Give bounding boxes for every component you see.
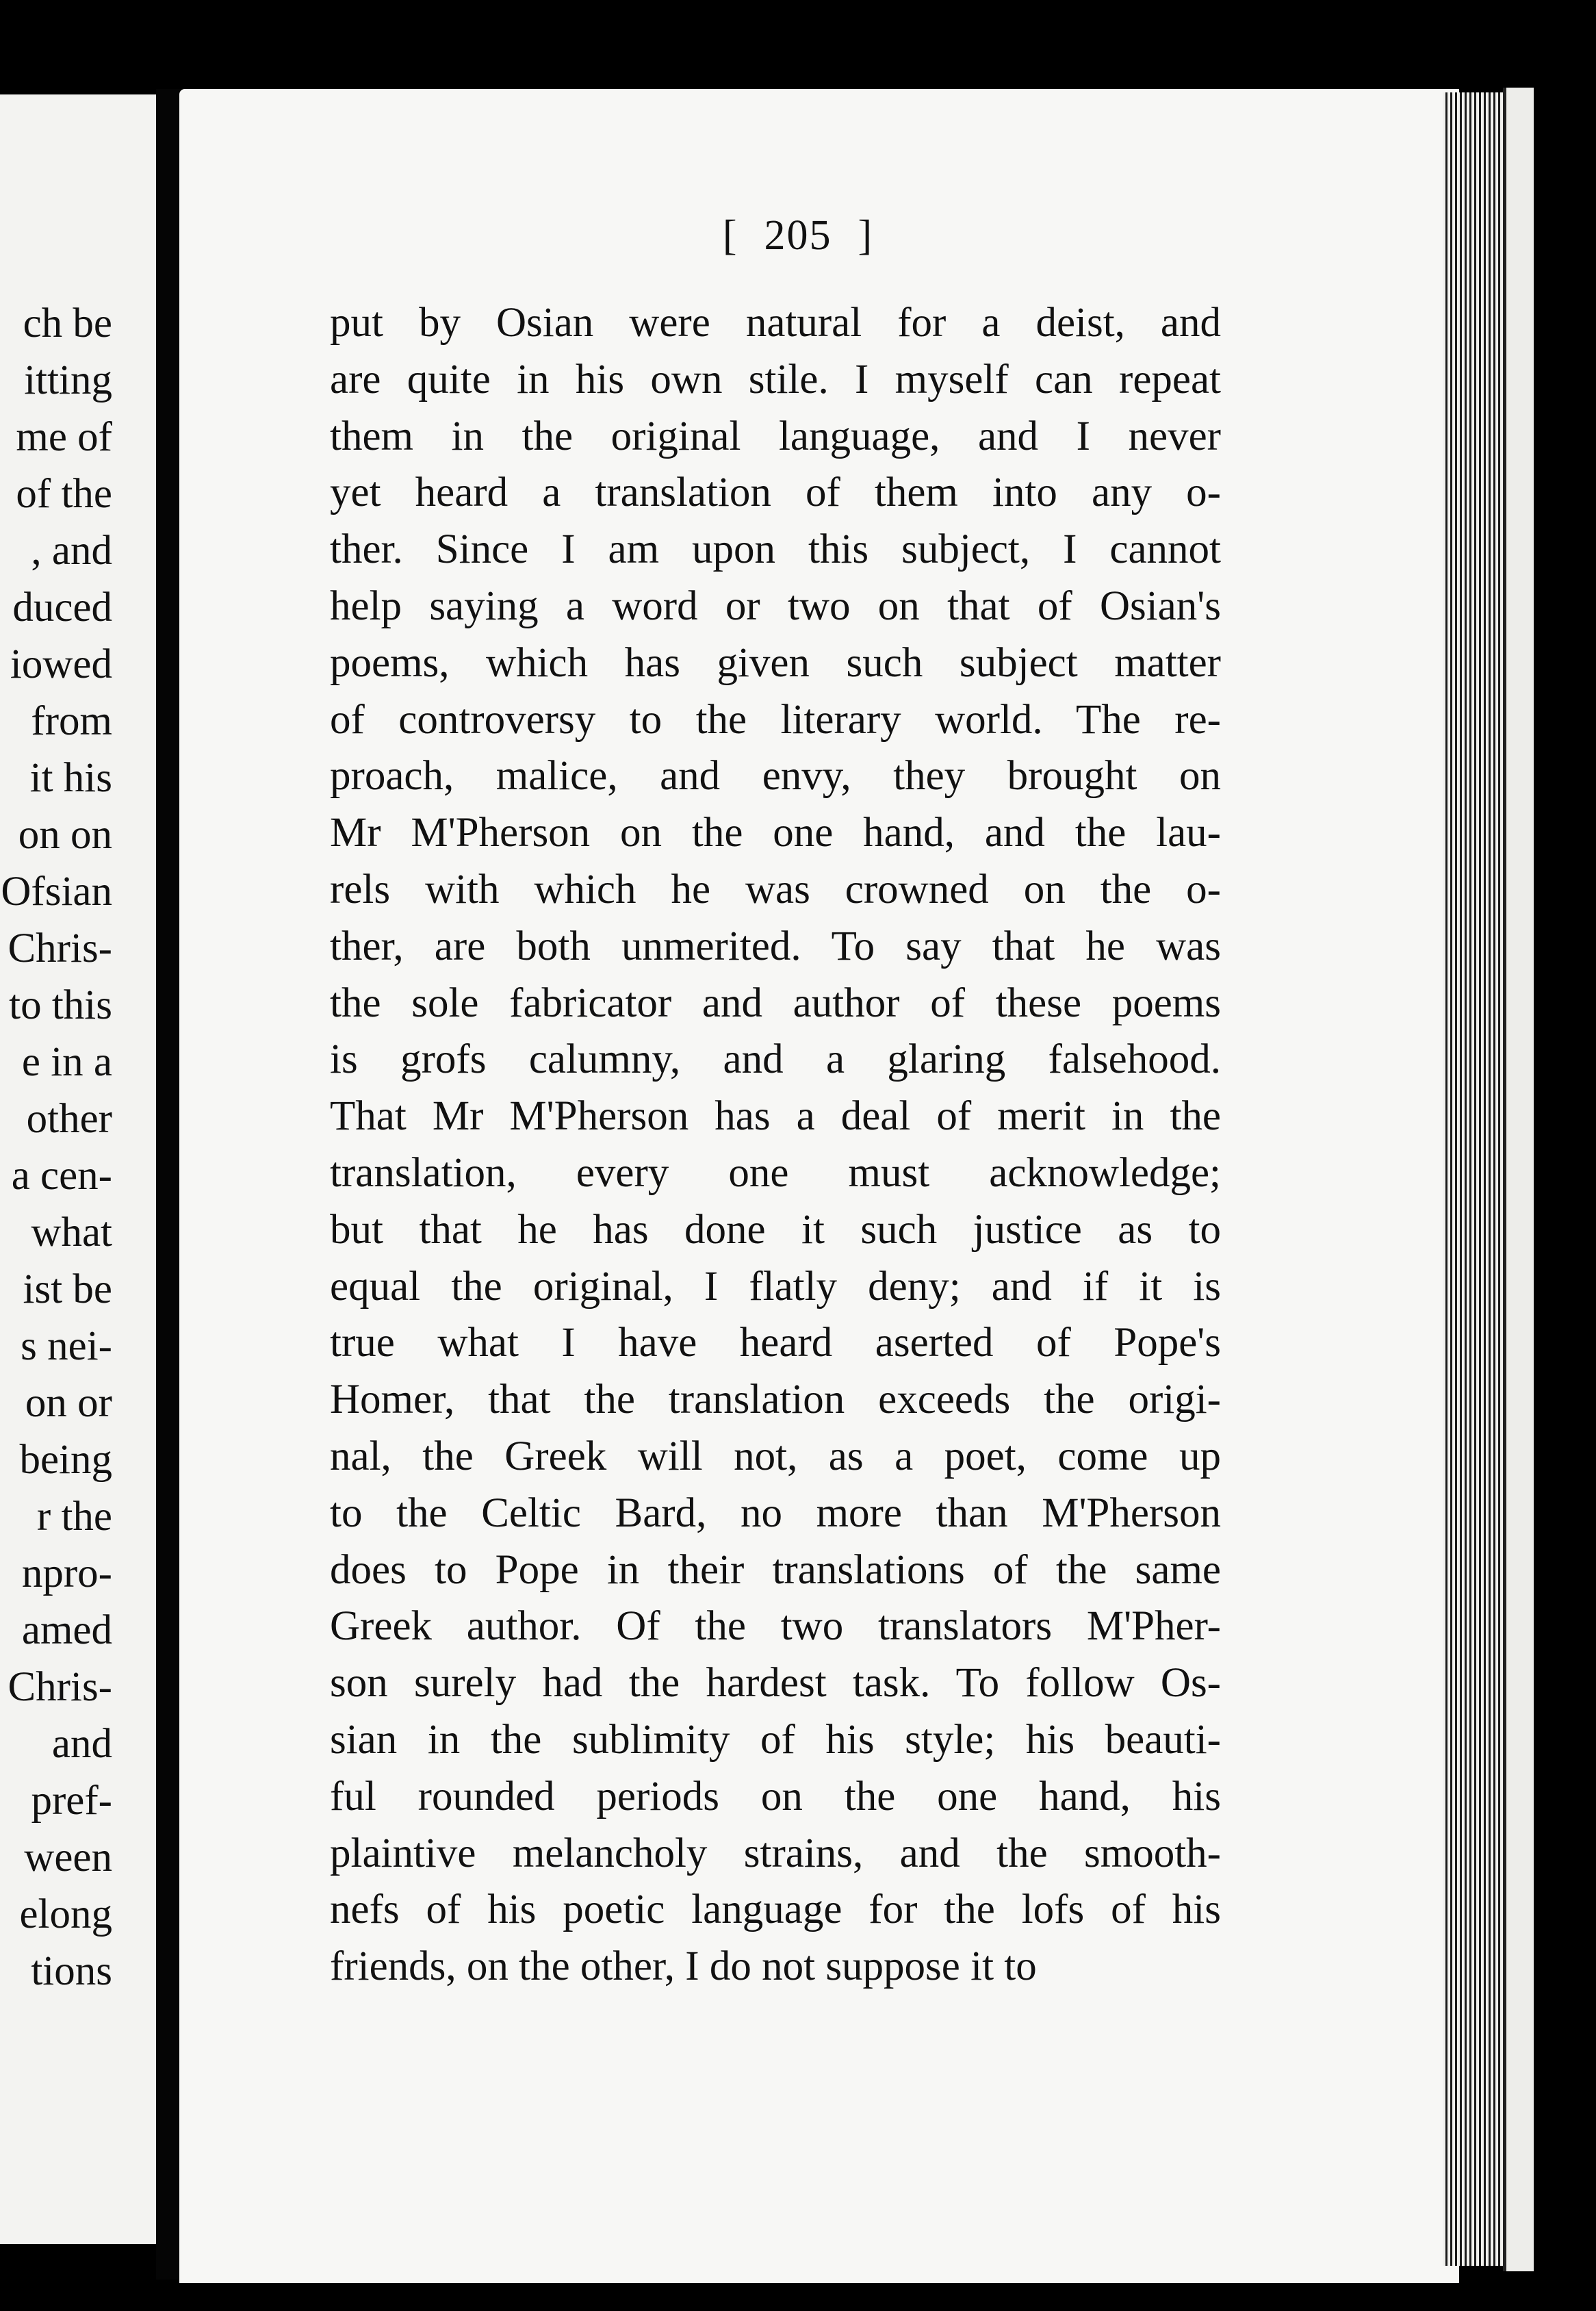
body-line: sian in the sublimity of his style; his beauti-	[330, 1716, 1221, 1763]
left-page-line: ch be	[23, 301, 112, 346]
body-line: ther, are both unmerited. To say that he was	[330, 923, 1221, 969]
body-line: Mr M'Pherson on the one hand, and the lau-	[330, 810, 1221, 856]
page-number: 205	[764, 212, 832, 259]
body-line: friends, on the other, I do not suppose it to	[330, 1943, 1037, 1990]
body-line: ful rounded periods on the one hand, his	[330, 1773, 1221, 1820]
left-page-line: e in a	[21, 1039, 112, 1085]
left-page-line: Chris-	[8, 1664, 112, 1710]
left-page-line: r the	[36, 1494, 112, 1540]
left-page-line: being	[19, 1437, 112, 1483]
body-line: son surely had the hardest task. To follow Os-	[330, 1660, 1221, 1707]
body-line: proach, malice, and envy, they brought on	[330, 753, 1221, 800]
left-page-line: pref-	[31, 1778, 112, 1824]
left-page-line: , and	[31, 528, 112, 574]
body-line: That Mr M'Pherson has a deal of merit in the	[330, 1093, 1221, 1140]
left-page-line: from	[31, 698, 112, 744]
left-page-line: iowed	[10, 641, 112, 687]
body-line: equal the original, I flatly deny; and if it is	[330, 1263, 1221, 1310]
body-line: but that he has done it such justice as to	[330, 1206, 1221, 1253]
body-line: help saying a word or two on that of Osian's	[330, 583, 1221, 629]
body-line: plaintive melancholy strains, and the smooth-	[330, 1830, 1221, 1876]
body-line: of controversy to the literary world. The re-	[330, 696, 1221, 743]
left-page-line: tions	[31, 1948, 112, 1994]
body-line: Greek author. Of the two translators M'Pher-	[330, 1603, 1221, 1650]
running-head-close-bracket: ]	[858, 212, 874, 259]
left-page-line: s nei-	[21, 1323, 112, 1369]
body-line: to the Celtic Bard, no more than M'Pherson	[330, 1490, 1221, 1536]
left-page-line: and	[51, 1721, 112, 1767]
left-page-line: elong	[19, 1891, 112, 1937]
body-line: true what I have heard aserted of Pope's	[330, 1320, 1221, 1366]
left-page-line: to this	[9, 982, 112, 1028]
left-page-line: itting	[24, 357, 112, 403]
body-line: Homer, that the translation exceeds the origi-	[330, 1377, 1221, 1423]
page-edge-outer	[1503, 88, 1534, 2271]
left-page-line: on or	[25, 1380, 112, 1426]
body-line: nal, the Greek will not, as a poet, come up	[330, 1433, 1221, 1479]
left-page-line: Chris-	[8, 925, 112, 971]
left-page-line: what	[31, 1210, 112, 1255]
left-page-line: a cen-	[11, 1153, 112, 1199]
running-head-open-bracket: [	[722, 212, 738, 259]
body-line: put by Osian were natural for a deist, and	[330, 300, 1221, 346]
body-line: translation, every one must acknowledge;	[330, 1149, 1221, 1196]
body-line: poems, which has given such subject matter	[330, 639, 1221, 686]
body-text	[330, 295, 1221, 1995]
left-page-line: npro-	[21, 1550, 112, 1596]
body-line: the sole fabricator and author of these poems	[330, 980, 1221, 1026]
left-page-text-column	[0, 94, 112, 2244]
left-page-line: ist be	[23, 1266, 112, 1312]
left-page-line: of the	[16, 471, 112, 517]
left-page-line: other	[26, 1096, 112, 1142]
page-edge-stack	[1443, 92, 1504, 2266]
body-line: nefs of his poetic language for the lofs of his	[330, 1887, 1221, 1933]
left-page-line: on on	[18, 812, 112, 858]
left-page-line: duced	[12, 585, 112, 630]
body-line: ther. Since I am upon this subject, I cannot	[330, 526, 1221, 573]
running-head	[0, 214, 1596, 257]
body-line: does to Pope in their translations of the same	[330, 1546, 1221, 1593]
left-page-line: amed	[21, 1607, 112, 1653]
body-line: rels with which he was crowned on the o-	[330, 866, 1221, 912]
left-page-line: Ofsian	[1, 869, 112, 915]
body-line: yet heard a translation of them into any o-	[330, 470, 1221, 516]
body-line: is grofs calumny, and a glaring falsehood.	[330, 1036, 1221, 1083]
left-page-line: me of	[16, 414, 112, 460]
left-page-line: ween	[24, 1835, 112, 1880]
body-line: are quite in his own stile. I myself can repeat	[330, 356, 1221, 403]
body-line: them in the original language, and I never	[330, 413, 1221, 459]
left-page-line: it his	[29, 755, 112, 801]
